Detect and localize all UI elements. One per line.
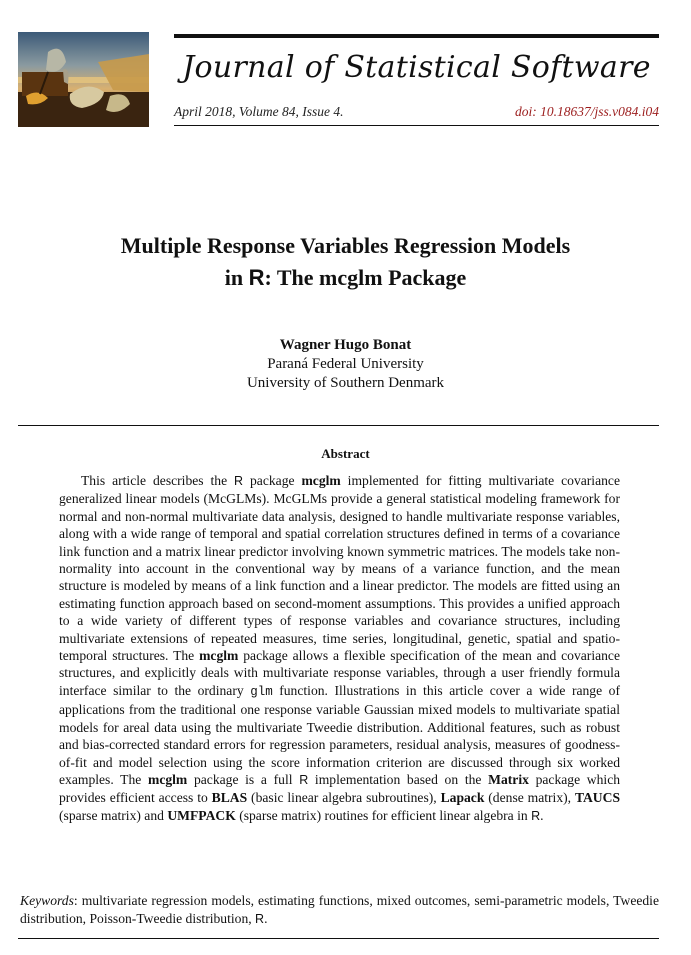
abstract-segment: (dense matrix), [484,790,575,806]
keywords-end: . [264,911,268,926]
abstract-segment: implemented for fitting multivariate covariance generalized linear models (McGLMs). McGLMs provide a general statistical modeling framework for normal and non-normal multivariate data analysis, designed to handle multivariate response variables, along with a wide range of temporal and spatial correlation structures defined in terms of a covariance link function and a matrix linear predictor involving known symmetric matrices. The models take non-normality into account in the conventional way by means of a variance function, and the mean structure is modeled by means of a link function and a linear predictor. The models are fitted using an estimating function approach based on second-moment assumptions. This provides a unified approach to a wide variety of different types of response variables and covariance structures, including multivariate extensions of repeated measures, time series, longitudinal, genetic, spatial and spatio-temporal structures. The [59,473,620,664]
abstract-segment: BLAS [211,790,248,806]
paper-title-line2 [20,262,671,294]
title-r-name: R [248,265,265,290]
affiliation-1: Paraná Federal University [267,356,424,372]
author-name: Wagner Hugo Bonat [279,337,412,353]
abstract-segment: TAUCS [574,790,621,806]
abstract-segment: package allows a flexible specification of the mean and covariance structures, and explicitly deals with multivariate response variables, through a user friendly formula interface similar to the ordinary [59,648,621,698]
doi-link[interactable]: doi: 10.18637/jss.v084.i04 [515,104,659,119]
abstract-segment: Lapack [440,790,485,806]
abstract-segment: package which provides efficient access to [59,771,621,806]
abstract-segment: Matrix [488,771,529,787]
paper-title [20,230,671,294]
abstract-segment: glm [250,684,273,699]
abstract-body [59,472,620,825]
header-top-rule [174,34,659,38]
abstract-segment: mcglm [199,648,239,664]
keywords-r: R [255,912,265,926]
abstract-segment: package is a full [187,771,300,787]
abstract-segment: R [299,772,309,787]
keywords-label: Keywords [20,893,74,908]
journal-logo-painting [18,32,149,127]
abstract-segment: . [540,807,544,823]
title-rest: : The mcglm Package [264,265,467,290]
abstract-heading: Abstract [321,446,370,461]
affiliation-2: University of Southern Denmark [246,375,445,391]
abstract-segment: (sparse matrix) and [59,807,168,823]
abstract-segment: implementation based on the [308,771,489,787]
header-bottom-rule [174,125,659,126]
paper-title-line1: Multiple Response Variables Regression Models [120,233,571,258]
keywords [20,892,659,928]
title-in-word: in [224,265,244,290]
issue-info: April 2018, Volume 84, Issue 4. [174,104,344,119]
abstract-segment: mcglm [148,771,188,787]
abstract-segment: (basic linear algebra subroutines), [247,790,441,806]
abstract-segment: package [243,473,302,488]
abstract-segment: R [531,808,541,823]
journal-title: Journal of Statistical Software [182,50,651,85]
abstract-segment: function. Illustrations in this article cover a wide range of applications from the traditional one response variable Gaussian mixed models to multivariate spatial models for areal data using the multivariate Tweedie distribution. Additional features, such as robust and bias-corrected standard errors for regression parameters, residual analysis, measures of goodness-of-fit and model selection using the score information criterion are discussed through six worked examples. The [59,682,620,787]
abstract-segment: mcglm [301,473,341,488]
abstract-segment: This article describes the [81,473,235,488]
keywords-bottom-rule [18,938,659,939]
abstract-top-rule [18,425,659,426]
keywords-text: : multivariate regression models, estimating functions, mixed outcomes, semi-parametric models, Tweedie distribution, Poisson-Tweedie distribution, [20,893,659,926]
abstract-segment: (sparse matrix) routines for efficient linear algebra in [235,807,532,823]
abstract-segment: UMFPACK [167,807,236,823]
abstract-segment: R [234,474,244,488]
